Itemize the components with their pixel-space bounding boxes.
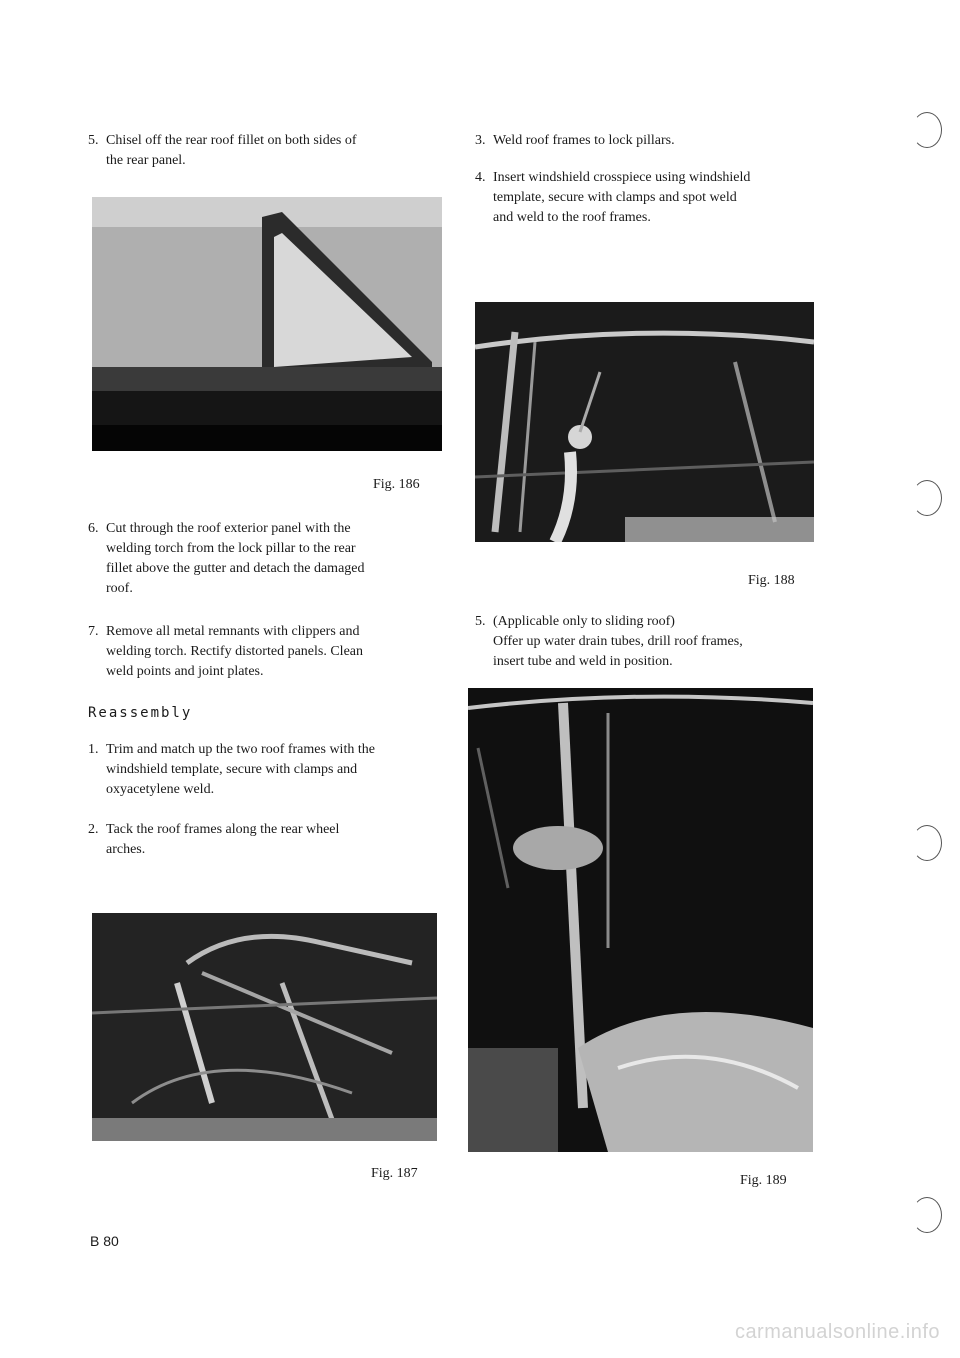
watermark: carmanualsonline.info (734, 1321, 940, 1343)
step-text-line: Offer up water drain tubes, drill roof frames, (493, 634, 743, 649)
step-text-line: template, secure with clamps and spot weld (493, 190, 737, 205)
reassembly-step-5 (475, 612, 815, 674)
step-text-line: welding torch. Rectify distorted panels. Clean (106, 644, 363, 659)
step-text-line: roof. (106, 581, 133, 596)
step-5-remove (88, 131, 438, 173)
figure-187-photo (92, 903, 437, 1141)
figure-186-photo (92, 197, 442, 451)
binder-hole-icon (912, 825, 942, 861)
reassembly-step-4 (475, 168, 815, 230)
step-text-line: Tack the roof frames along the rear wheel (106, 822, 340, 837)
figure-189-photo (468, 688, 813, 1152)
page-number: B 80 (90, 1233, 119, 1249)
step-text-line: (Applicable only to sliding roof) (493, 614, 675, 629)
figure-187-caption: Fig. 187 (371, 1166, 418, 1181)
figure-188-photo (475, 302, 814, 542)
step-text-line: arches. (106, 842, 146, 857)
step-text-line: Weld roof frames to lock pillars. (493, 133, 675, 148)
reassembly-step-2 (88, 820, 448, 862)
step-text-line: Insert windshield crosspiece using windshield (493, 170, 751, 185)
step-text-line: and weld to the roof frames. (493, 210, 651, 225)
step-number: 5. (475, 614, 486, 629)
step-number: 6. (88, 521, 99, 536)
step-text-line: Trim and match up the two roof frames with the (106, 742, 375, 757)
reassembly-step-1 (88, 740, 448, 802)
step-text-line: welding torch from the lock pillar to the rear (106, 541, 356, 556)
binder-hole-icon (912, 112, 942, 148)
step-text-line: Remove all metal remnants with clippers and (106, 624, 360, 639)
figure-188-caption: Fig. 188 (748, 573, 795, 588)
step-text-line: the rear panel. (106, 153, 186, 168)
step-text-line: Cut through the roof exterior panel with the (106, 521, 351, 536)
reassembly-step-3 (475, 131, 815, 153)
step-text-line: windshield template, secure with clamps and (106, 762, 358, 777)
step-7-remove-remnants (88, 622, 448, 684)
step-number: 4. (475, 170, 486, 185)
step-number: 3. (475, 133, 486, 148)
step-text-line: weld points and joint plates. (106, 664, 264, 679)
step-number: 1. (88, 742, 99, 757)
step-6-cut-through (88, 519, 448, 603)
figure-189-caption: Fig. 189 (740, 1173, 787, 1188)
binder-hole-icon (912, 1197, 942, 1233)
binder-hole-icon (912, 480, 942, 516)
step-number: 7. (88, 624, 99, 639)
step-text-line: oxyacetylene weld. (106, 782, 215, 797)
step-text-line: fillet above the gutter and detach the damaged (106, 561, 365, 576)
step-text-line: insert tube and weld in position. (493, 654, 673, 669)
step-number: 5. (88, 133, 99, 148)
step-number: 2. (88, 822, 99, 837)
step-text-line: Chisel off the rear roof fillet on both sides of (106, 133, 357, 148)
figure-186-caption: Fig. 186 (373, 477, 420, 492)
reassembly-heading: Reassembly (88, 705, 193, 721)
